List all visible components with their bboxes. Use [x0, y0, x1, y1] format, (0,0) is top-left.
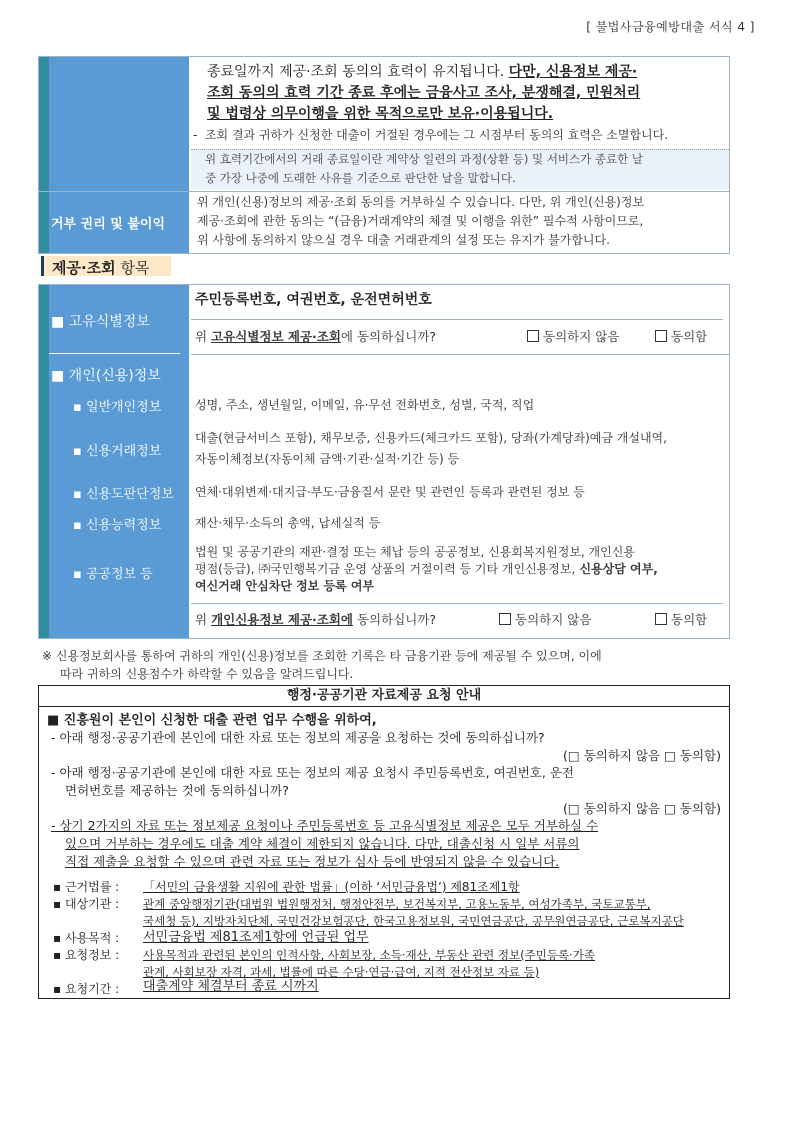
- credit-judge-label: ▪ 신용도판단정보: [73, 487, 174, 502]
- credit-tx-value: 대출(현금서비스 포함), 채무보증, 신용카드(체크카드 포함), 당좌(가계당좌)예금 개설내역, 자동이체정보(자동이체 금액·기관·실적·기간 등) 등: [195, 431, 667, 466]
- notice-box: 위 효력기간에서의 거래 종료일이란 계약상 일련의 과정(상환 등) 및 서비스가 종료한 날 중 가장 나중에 도래한 사유를 기준으로 판단한 날을 말합니다.: [191, 149, 729, 190]
- public-info-label: ▪ 공공정보 등: [73, 567, 153, 582]
- section-header-bar: [41, 256, 44, 276]
- refusal-label: 거부 권리 및 불이익: [51, 217, 166, 232]
- credit-ability-label: ▪ 신용능력정보: [73, 518, 162, 533]
- personal-disagree-checkbox[interactable]: 동의하지 않음: [499, 610, 591, 630]
- reject-note: - 조회 결과 귀하가 신청한 대출이 거절된 경우에는 그 시점부터 동의의 효력은 소멸합니다.: [193, 128, 669, 142]
- credit-judge-value: 연체·대위변제·대지급·부도·금융질서 문란 및 관련인 등록과 관련된 정보 등: [195, 485, 585, 499]
- refusal-text: 위 개인(신용)정보의 제공·조회 동의를 거부하실 수 있습니다. 다만, 위 개인(신용)정보 제공·조회에 관한 동의는 “(금융)거래계약의 체결 및 이행을 위한” 필수적 사항이므로, 위 사항에 동의하지 않으실 경우 대출 거래관계의 설정 또는 유지가 불가합니다.: [197, 195, 645, 247]
- personal-info-label: ■ 개인(신용)정보: [51, 368, 161, 384]
- credit-tx-label: ▪ 신용거래정보: [73, 444, 162, 459]
- retention-text: 종료일까지 제공·조회 동의의 효력이 유지됩니다. 다만, 신용정보 제공· 조회 동의의 효력 기간 종료 후에는 금융사고 조사, 분쟁해결, 민원처리 및 법령상 의무이행을 위한 목적으로만 보유·이용됩니다.: [207, 64, 641, 122]
- checkbox-icon: [655, 613, 667, 625]
- provision-items-table: [38, 284, 730, 639]
- info-label: ▪ 요청정보 :: [53, 948, 120, 962]
- target-label: ▪ 대상기관 :: [53, 897, 120, 911]
- form-number-tag: [ 불법사금융예방대출 서식 4 ]: [586, 20, 755, 34]
- label-cell-period: [39, 57, 189, 191]
- admin-answer-2[interactable]: (□ 동의하지 않음 □ 동의함): [563, 801, 721, 816]
- credit-score-footnote: ※ 신용정보회사를 통하여 귀하의 개인(신용)정보를 조회한 기록은 타 금융기관 등에 제공될 수 있으며, 이에 따라 귀하의 신용점수가 하락할 수 있음을 알려드립니다.: [42, 649, 602, 681]
- label-cell-refusal: [39, 191, 189, 253]
- unique-agree-checkbox[interactable]: 동의함: [655, 327, 707, 347]
- items-label-column: [39, 285, 189, 638]
- personal-info-question: 위 개인신용정보 제공·조회에 동의하십니까?: [195, 612, 437, 627]
- unique-id-value: 주민등록번호, 여권번호, 운전면허번호: [195, 292, 432, 308]
- unique-id-label: ■ 고유식별정보: [51, 314, 150, 330]
- purpose-label: ▪ 사용목적 :: [53, 931, 120, 945]
- public-info-value: 법원 및 공공기관의 재판·결정 또는 체납 등의 공공정보, 신용회복지원정보, 개인신용 평점(등급), ㈜국민행복기금 운영 상품의 거절이력 등 기타 개인신용정보, 신용상담 여부, 여신거래 안심차단 정보 등록 여부: [195, 545, 658, 593]
- general-info-label: ▪ 일반개인정보: [73, 400, 162, 415]
- checkbox-icon: [499, 613, 511, 625]
- checkbox-icon: [655, 330, 667, 342]
- period-value: 대출계약 체결부터 종료 시까지: [143, 979, 319, 994]
- basis-value: 「서민의 금융생활 지원에 관한 법률」(이하 ‘서민금융법’) 제81조제1항: [143, 880, 520, 894]
- unique-id-question: 위 고유식별정보 제공·조회에 동의하십니까?: [195, 329, 437, 344]
- admin-warning: - 상기 2가지의 자료 또는 정보제공 요청이나 주민등록번호 등 고유식별정보 제공은 모두 거부하실 수 있으며 거부하는 경우에도 대출 계약 체결이 제한되지 않습니다. 다만, 대출신청 시 일부 서류의 직접 제출을 요청할 수 있으며 관련 자료 또는 정보가 심사 등에 반영되지 않을 수 있습니다.: [51, 818, 599, 869]
- basis-label: ▪ 근거법률 :: [53, 880, 120, 894]
- admin-question-2: - 아래 행정·공공기관에 본인에 대한 자료 또는 정보의 제공 요청시 주민등록번호, 여권번호, 운전 면허번호를 제공하는 것에 동의하십니까?: [51, 765, 574, 798]
- purpose-value: 서민금융법 제81조제1항에 언급된 업무: [143, 930, 369, 945]
- credit-ability-value: 재산·채무·소득의 총액, 납세실적 등: [195, 516, 381, 530]
- admin-box-title: 행정·공공기관 자료제공 요청 안내: [39, 686, 729, 707]
- target-value: 관계 중앙행정기관(대법원 법원행정처, 행정안전부, 보건복지부, 고용노동부, 여성가족부, 국토교통부, 국세청 등), 지방자치단체, 국민건강보험공단, 한국고용정보원, 국민연금공단, 공무원연금공단, 근로복지공단: [143, 897, 684, 928]
- checkbox-icon: [527, 330, 539, 342]
- info-value: 사용목적과 관련된 본인의 인적사항, 사회보장, 소득·재산, 부동산 관련 정보(주민등록·가족 관계, 사회보장 자격, 과세, 법률에 따른 수당·연금·급여, 지적 전산정보 자료 등): [143, 948, 595, 979]
- section-title: 제공·조회 항목: [52, 259, 150, 277]
- unique-disagree-checkbox[interactable]: 동의하지 않음: [527, 327, 619, 347]
- admin-answer-1[interactable]: (□ 동의하지 않음 □ 동의함): [563, 748, 721, 763]
- admin-question-1: - 아래 행정·공공기관에 본인에 대한 자료 또는 정보의 제공을 요청하는 것에 동의하십니까?: [51, 730, 545, 745]
- personal-agree-checkbox[interactable]: 동의함: [655, 610, 707, 630]
- admin-request-box: [38, 685, 730, 999]
- admin-heading: ■ 진흥원이 본인이 신청한 대출 관련 업무 수행을 위하여,: [47, 713, 377, 728]
- general-info-value: 성명, 주소, 생년월일, 이메일, 유·무선 전화번호, 성별, 국적, 직업: [195, 398, 535, 412]
- consent-period-table: [38, 56, 730, 254]
- period-label: ▪ 요청기간 :: [53, 982, 120, 996]
